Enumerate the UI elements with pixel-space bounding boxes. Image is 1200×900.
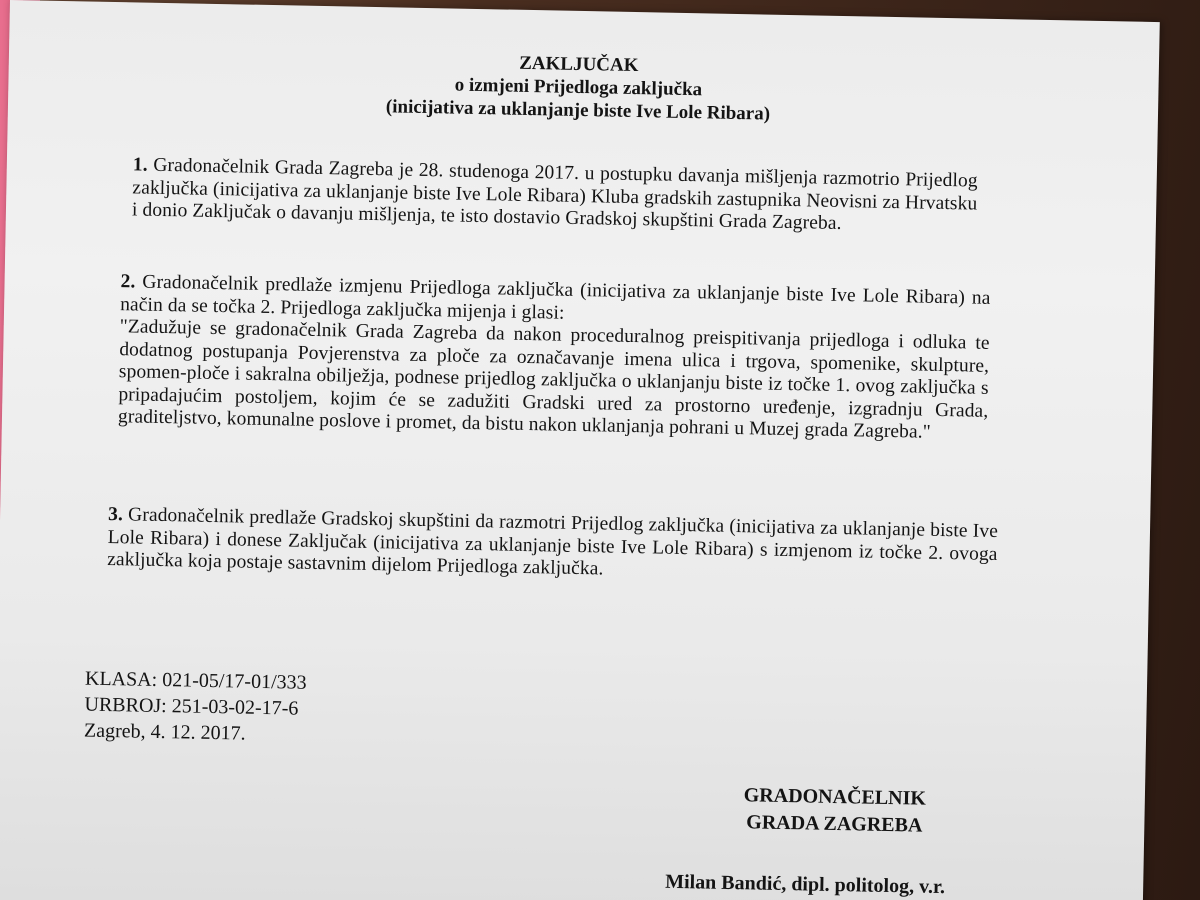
document-subtitle: o izmjeni Prijedloga zaključka [454, 74, 703, 101]
document-heading [308, 48, 849, 127]
place-and-date: Zagreb, 4. 12. 2017. [83, 719, 246, 745]
paragraph-quote: "Zadužuje se gradonačelnik Grada Zagreba da nakon proceduralnog preispitivanja prijedloga i odluka te dodatnog postupanja Povjerenstva za ploče za označavanje imena ulica i trgova, spomenike, skulpture, spomen-ploče i sakralna obilježja, podnese prijedlog zaključka o uklanjanju biste iz točke 1. ovog zaključka s pripadajućim postoljem, kojim će se zadužiti Gradski ured za prostorno uređenje, izgradnju Grada, graditeljstvo, komunalne poslove i promet, da bistu nakon uklanjanja pohrani u Muzej grada Zagreba." [117, 316, 990, 443]
paragraph-number: 1. [132, 154, 148, 176]
document-title: ZAKLJUČAK [519, 52, 639, 77]
signer-city: GRADA ZAGREBA [746, 811, 923, 837]
paragraph-text: Gradonačelnik predlaže Gradskoj skupštini da razmotri Prijedlog zaključka (inicijativa za uklanjanje biste Ive Lole Ribara) i donese Zaključak (inicijativa za uklanjanje biste Ive Lole Ribara) s izmjenom iz točke 2. ovoga zaključka koja postaje sastavnim dijelom Prijedloga zaključka. [107, 504, 999, 580]
paragraph-text: Gradonačelnik Grada Zagreba je 28. studenoga 2017. u postupku davanja mišljenja razmotrio Prijedlog zaključka (inicijativa za uklanjanje biste Ive Lole Ribara) Kluba gradskih zastupnika Neovisni za Hrvatsku i donio Zaključak o davanju mišljenja, te isto dostavio Gradskoj skupštini Grada Zagreba. [131, 154, 978, 235]
paragraph-1 [132, 154, 978, 238]
paragraph-number: 3. [107, 503, 124, 526]
signer-block [684, 781, 985, 841]
klasa-number: KLASA: 021-05/17-01/333 [84, 667, 307, 694]
document-references [84, 666, 307, 748]
signer-title: GRADONAČELNIK [743, 784, 927, 810]
document-subtitle-initiative: (inicijativa za uklanjanje biste Ive Lole Ribara) [385, 96, 771, 125]
signer-name: Milan Bandić, dipl. politolog, v.r. [664, 870, 946, 899]
paragraph-number: 2. [120, 271, 136, 293]
urbroj-number: URBROJ: 251-03-02-17-6 [84, 693, 299, 720]
paragraph-3 [107, 504, 998, 589]
paragraph-text: Gradonačelnik predlaže izmjenu Prijedloga zaključka (inicijativa za uklanjanje biste Ive Lole Ribara) na način da se točka 2. Prijedloga zaključka mijenja i glasi: [119, 271, 991, 324]
paragraph-2 [118, 271, 991, 445]
